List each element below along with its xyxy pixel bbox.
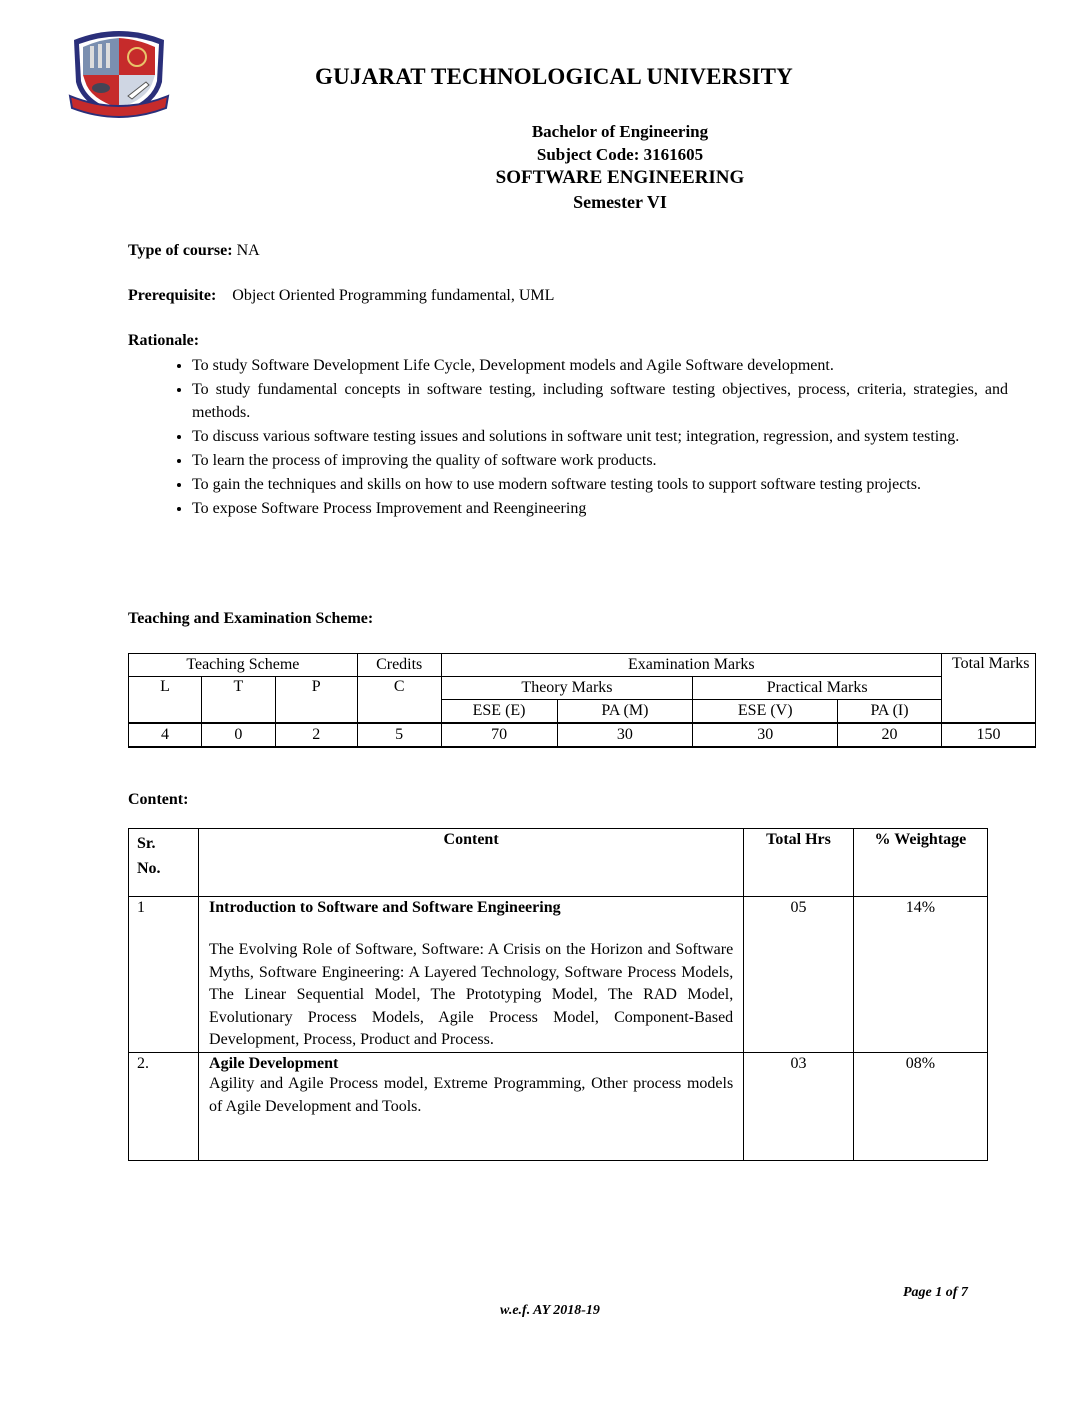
course-type-label: Type of course: <box>128 242 233 259</box>
practical-header: P <box>275 677 357 724</box>
row-weight: 08% <box>853 1052 987 1160</box>
row-content <box>199 897 744 1053</box>
total-hrs-header: Total Hrs <box>744 829 854 897</box>
practical-marks-header: Practical Marks <box>693 677 942 700</box>
sr-no-header <box>129 829 199 897</box>
ese-v-header: ESE (V) <box>693 700 838 724</box>
table-row <box>129 1052 988 1160</box>
tutorial-header: T <box>201 677 275 724</box>
table-row <box>129 897 988 1053</box>
row-sr: 1 <box>129 897 199 1053</box>
row-hrs: 03 <box>744 1052 854 1160</box>
course-type <box>128 242 260 260</box>
theory-marks-header: Theory Marks <box>441 677 693 700</box>
total-marks-header: Total Marks <box>941 654 1035 724</box>
rationale-item: • To discuss various software testing issues and solutions in software unit test; integration, regression, and system testing. <box>192 425 1008 448</box>
credits-header: Credits <box>357 654 441 677</box>
row-title: Introduction to Software and Software Engineering <box>209 899 561 916</box>
content-heading: Content: <box>128 791 189 808</box>
content-table <box>128 828 988 1161</box>
row-title: Agile Development <box>209 1054 339 1072</box>
value-ese-e: 70 <box>441 723 557 747</box>
credit-header: C <box>357 677 441 724</box>
rationale-item: • To expose Software Process Improvement and Reengineering <box>192 497 1008 520</box>
rationale-item: • To study Software Development Life Cycle, Development models and Agile Software development. <box>192 354 1008 377</box>
degree-title: Bachelor of Engineering <box>531 122 709 141</box>
sr-no-header-text: Sr. No. <box>137 835 161 877</box>
prerequisite <box>128 287 554 305</box>
subject-code: Subject Code: 3161605 <box>536 145 704 164</box>
rationale-list <box>160 354 1008 521</box>
lecture-header: L <box>129 677 202 724</box>
pa-m-header: PA (M) <box>557 700 693 724</box>
value-t: 0 <box>201 723 275 747</box>
subject-name: SOFTWARE ENGINEERING <box>495 167 745 188</box>
value-l: 4 <box>129 723 202 747</box>
value-total: 150 <box>941 723 1035 747</box>
scheme-table <box>128 653 1036 748</box>
row-content <box>199 1052 744 1160</box>
page-number: Page 1 of 7 <box>903 1285 968 1300</box>
teaching-scheme-header: Teaching Scheme <box>129 654 358 677</box>
semester: Semester VI <box>573 192 667 212</box>
ese-e-header: ESE (E) <box>441 700 557 724</box>
value-c: 5 <box>357 723 441 747</box>
value-pa-m: 30 <box>557 723 693 747</box>
rationale-item: • To gain the techniques and skills on how to use modern software testing tools to support software testing projects. <box>192 473 1008 496</box>
row-hrs: 05 <box>744 897 854 1053</box>
scheme-heading: Teaching and Examination Scheme: <box>128 610 374 627</box>
effective-year: w.e.f. AY 2018-19 <box>500 1303 600 1318</box>
weightage-header: % Weightage <box>853 829 987 897</box>
row-body: The Evolving Role of Software, Software: A Crisis on the Horizon and Software Myths, Software Engineering: A Layered Technology, Software Process Models, The Linear Sequential Model, The Prototyping Model, The RAD Model, Evolutionary Process Models, Agile Process Model, Component-Based Development, Process, Product and Process. <box>209 941 734 1049</box>
rationale-heading: Rationale: <box>128 332 200 349</box>
row-sr: 2. <box>129 1052 199 1160</box>
prerequisite-value: Object Oriented Programming fundamental, UML <box>232 287 555 304</box>
content-header-row <box>129 829 988 897</box>
row-body: Agility and Agile Process model, Extreme Programming, Other process models of Agile Development and Tools. <box>209 1074 734 1115</box>
university-name: GUJARAT TECHNOLOGICAL UNIVERSITY <box>314 64 793 89</box>
value-pa-i: 20 <box>838 723 942 747</box>
course-type-value: NA <box>232 242 260 259</box>
rationale-item: • To learn the process of improving the quality of software work products. <box>192 449 1008 472</box>
exam-marks-header: Examination Marks <box>441 654 941 677</box>
value-ese-v: 30 <box>693 723 838 747</box>
rationale-item: • To study fundamental concepts in software testing, including software testing objectives, process, criteria, strategies, and methods. <box>192 378 1008 424</box>
row-weight: 14% <box>853 897 987 1053</box>
scheme-values-row <box>129 723 1036 747</box>
content-header: Content <box>199 829 744 897</box>
value-p: 2 <box>275 723 357 747</box>
prerequisite-label: Prerequisite: <box>128 287 217 304</box>
pa-i-header: PA (I) <box>838 700 942 724</box>
